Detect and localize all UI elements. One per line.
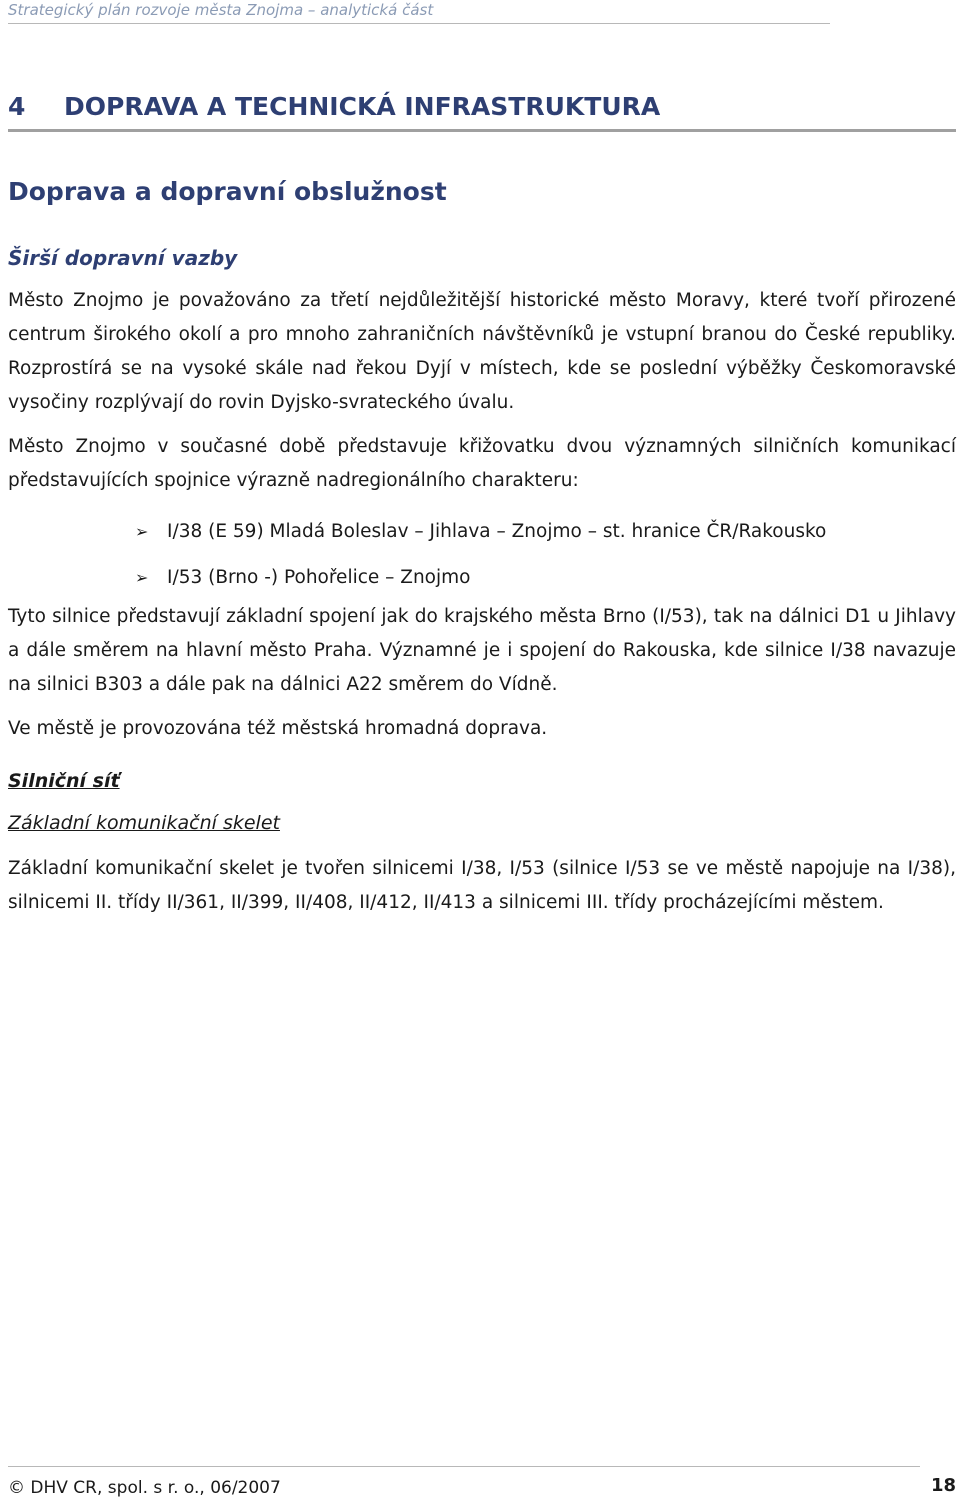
chapter-heading (8, 90, 956, 132)
list-item-text: I/53 (Brno -) Pohořelice – Znojmo (167, 567, 471, 588)
list-item (135, 555, 826, 601)
list-item-text: I/38 (E 59) Mladá Boleslav – Jihlava – Znojmo – st. hranice ČR/Rakousko (167, 521, 827, 542)
chapter-title: DOPRAVA A TECHNICKÁ INFRASTRUKTURA (64, 92, 661, 121)
footer-divider (8, 1466, 920, 1467)
road-list (135, 509, 826, 601)
chapter-number: 4 (8, 92, 26, 121)
subsection-heading: Širší dopravní vazby (8, 246, 238, 270)
paragraph-skeleton: Základní komunikační skelet je tvořen silnicemi I/38, I/53 (silnice I/53 se ve městě napojuje na I/38), silnicemi II. třídy II/361, II/399, II/408, II/412, II/413 a silnicemi III. třídy procházejícími městem. (8, 858, 956, 913)
footer-copyright: © DHV CR, spol. s r. o., 06/2007 (8, 1478, 281, 1498)
paragraph-public-transport: Ve městě je provozována též městská hromadná doprava. (8, 718, 548, 739)
list-item (135, 509, 826, 555)
running-header: Strategický plán rozvoje města Znojma – analytická část (8, 0, 830, 24)
page-number: 18 (930, 1475, 956, 1496)
section-heading: Doprava a dopravní obslužnost (8, 177, 447, 206)
arrow-bullet-icon: ➢ (135, 568, 149, 587)
paragraph-intro: Město Znojmo je považováno za třetí nejdůležitější historické město Moravy, které tvoří přirozené centrum širokého okolí a pro mnoho zahraničních návštěvníků je vstupní branou do České republiky. Rozprostírá se na vysoké skále nad řekou Dyjí v místech, kde se poslední výběžky Českomoravské vysočiny rozplývají do rovin Dyjsko-svrateckého úvalu. (8, 290, 956, 413)
basic-skeleton-heading: Základní komunikační skelet (8, 812, 280, 834)
arrow-bullet-icon: ➢ (135, 522, 149, 541)
road-network-heading: Silniční síť (8, 770, 120, 792)
paragraph-crossroads: Město Znojmo v současné době představuje křižovatku dvou významných silničních komunikací představujících spojnice výrazně nadregionálního charakteru: (8, 436, 956, 491)
paragraph-connections: Tyto silnice představují základní spojení jak do krajského města Brno (I/53), tak na dálnici D1 u Jihlavy a dále směrem na hlavní město Praha. Významné je i spojení do Rakouska, kde silnice I/38 navazuje na silnici B303 a dále pak na dálnici A22 směrem do Vídně. (8, 606, 956, 695)
